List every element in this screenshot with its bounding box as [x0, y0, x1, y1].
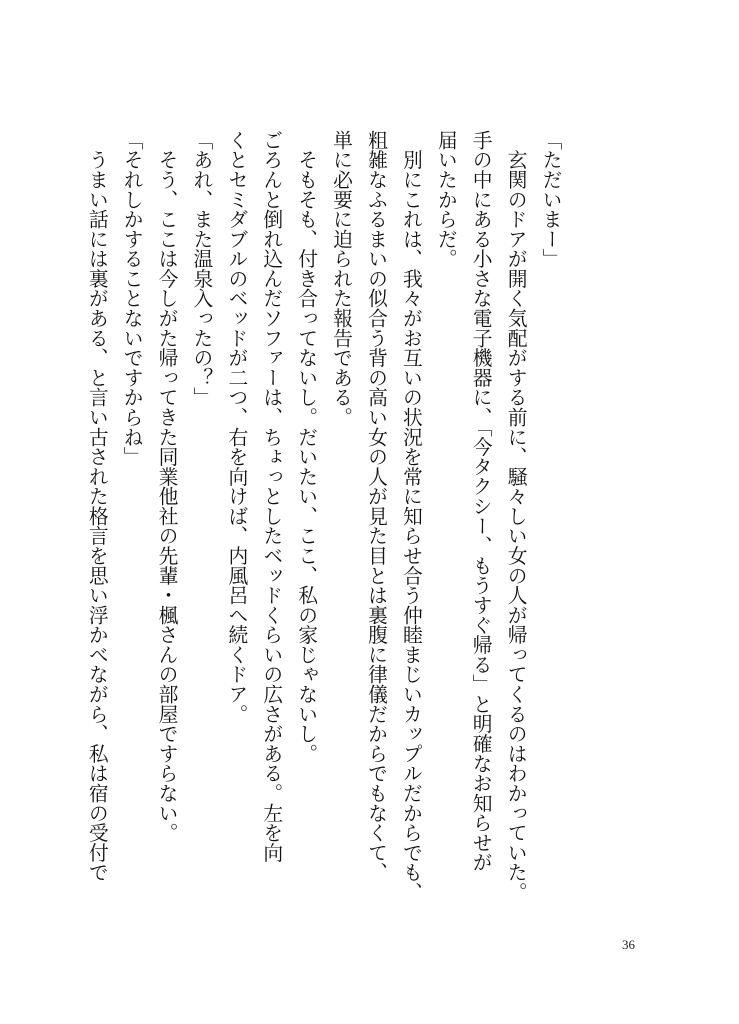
text-line: そう、ここは今しがた帰ってきた同業他社の先輩・楓さんの部屋ですらない。 [155, 130, 179, 843]
text-line: 手の中にある小さな電子機器に、「今タクシー、もうすぐ帰る」と明確なお知らせが [469, 130, 493, 873]
text-line: 単に必要に迫られた報告である。 [329, 130, 353, 427]
text-line: 「それしかすることないですからね」 [120, 130, 144, 467]
text-line: 「あれ、また温泉入ったの？」 [189, 130, 213, 408]
text-line: 別にこれは、我々がお互いの状況を常に知らせ合う仲睦まじいカップルだからでも、 [399, 130, 423, 902]
page-number: 36 [622, 937, 635, 952]
text-line: くとセミダブルのベッドが二つ、右を向けば、内風呂へ続くドア。 [224, 130, 248, 724]
text-line: そもそも、付き合ってないし。だいたい、ここ、私の家じゃないし。 [294, 130, 318, 764]
text-line: うまい話には裏がある、と言い古された格言を思い浮かべながら、私は宿の受付で [85, 130, 109, 883]
text-line: 届いたからだ。 [434, 130, 458, 269]
body-text [78, 130, 567, 900]
text-line: 玄関のドアが開く気配がする前に、騒々しい女の人が帰ってくるのはわかっていた。 [504, 130, 528, 902]
text-line: 粗雑なふるまいの似合う背の高い女の人が見た目とは裏腹に律儀だからでもなくて、 [364, 130, 388, 883]
text-line: ごろんと倒れ込んだソファーは、ちょっとしたベッドくらいの広さがある。左を向 [259, 130, 283, 863]
text-line: 「ただいまー」 [539, 130, 562, 269]
